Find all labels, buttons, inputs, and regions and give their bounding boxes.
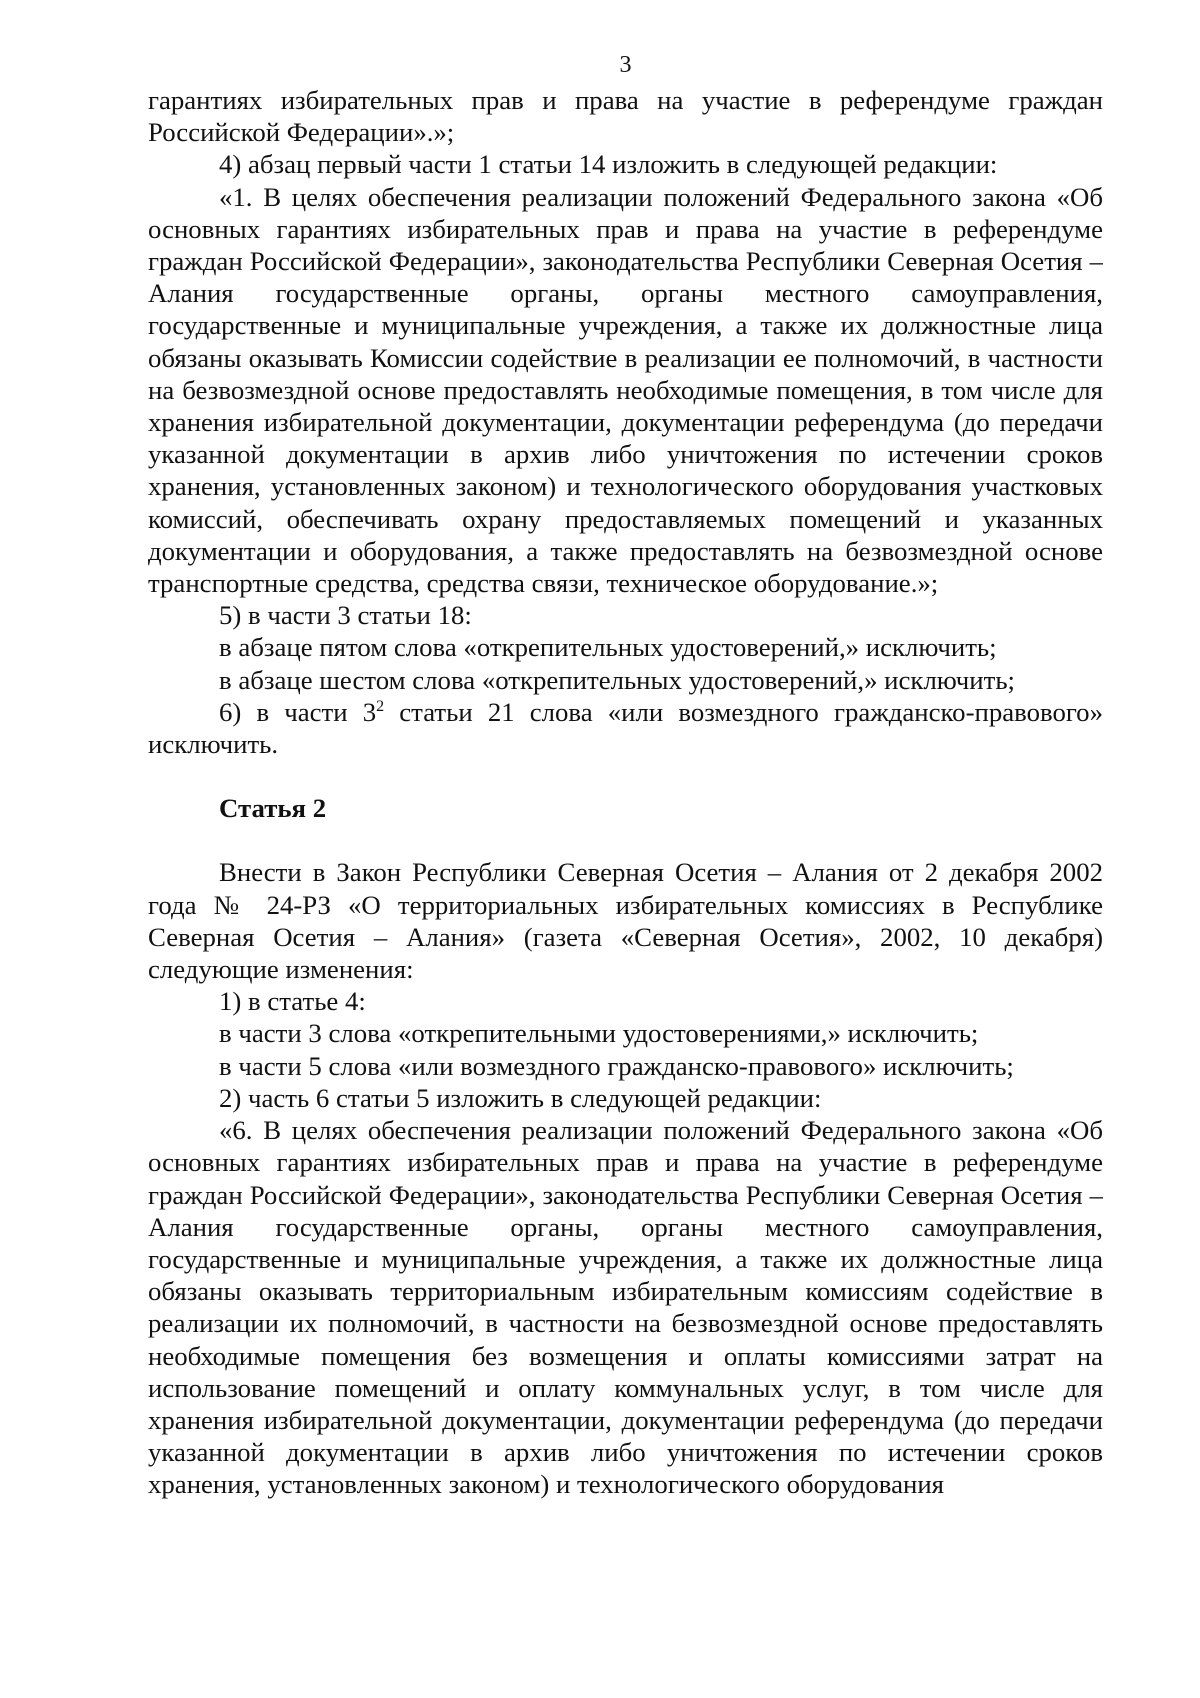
paragraph: гарантиях избирательных прав и права на участие в референдуме граждан Российской Федерации».»; (148, 85, 1103, 148)
paragraph: 1) в статье 4: (219, 986, 366, 1017)
item6-after: статьи 21 слова «или возмездного гражданско-правового» исключить. (148, 696, 1103, 760)
document-page (148, 50, 1103, 1670)
paragraph: в абзаце пятом слова «открепительных удостоверений,» исключить; (219, 632, 997, 663)
paragraph: в абзаце шестом слова «открепительных удостоверений,» исключить; (219, 664, 1016, 695)
paragraph: Внести в Закон Республики Северная Осетия – Алания от 2 декабря 2002 года № 24-РЗ «О территориальных избирательных комиссиях в Республике Северная Осетия – Алания» (газета «Северная Осетия», 2002, 10 декабря) следующие изменения: (148, 857, 1103, 985)
paragraph: в части 5 слова «или возмездного гражданско-правового» исключить; (219, 1050, 1014, 1081)
item6-before: 6) в части 3 (219, 696, 377, 727)
paragraph: «1. В целях обеспечения реализации положений Федерального закона «Об основных гарантиях избирательных прав и права на участие в референдуме граждан Российской Федерации», законодательства Республики Северная Осетия – Алания государственные органы, органы местного самоуправления, государственные и муниципальные учреждения, а также их должностные лица обязаны оказывать Комиссии содействие в реализации ее полномочий, в частности на безвозмездной основе предоставлять необходимые помещения, в том числе для хранения избирательной документации, документации референдума (до передачи указанной документации в архив либо уничтожения по истечении сроков хранения, установленных законом) и технологического оборудования участковых комиссий, обеспечивать охрану предоставляемых помещений и указанных документации и оборудования, а также предоставлять на безвозмездной основе транспортные средства, средства связи, техническое оборудование.»; (148, 181, 1103, 599)
paragraph: в части 3 слова «открепительными удостоверениями,» исключить; (219, 1018, 979, 1049)
paragraph: 5) в части 3 статьи 18: (219, 600, 472, 631)
article-heading: Статья 2 (219, 793, 327, 824)
superscript: 2 (376, 697, 385, 715)
page-number: 3 (619, 52, 632, 78)
paragraph-item-6 (148, 696, 1103, 760)
bottom-section (148, 856, 1103, 1500)
paragraph: «6. В целях обеспечения реализации положений Федерального закона «Об основных гарантиях избирательных прав и права на участие в референдуме граждан Российской Федерации», законодательства Республики Северная Осетия – Алания государственные органы, органы местного самоуправления, государственные и муниципальные учреждения, а также их должностные лица обязаны оказывать территориальным избирательным комиссиям содействие в реализации их полномочий, в частности на безвозмездной основе предоставлять необходимые помещения без возмещения и оплаты комиссиями затрат на использование помещений и оплату коммунальных услуг, в том числе для хранения избирательной документации, документации референдума (до передачи указанной документации в архив либо уничтожения по истечении сроков хранения, установленных законом) и технологического оборудования (148, 1115, 1103, 1500)
top-section (148, 84, 1103, 760)
paragraph: 4) абзац первый части 1 статьи 14 изложить в следующей редакции: (219, 149, 998, 180)
paragraph: 2) часть 6 статьи 5 изложить в следующей редакции: (219, 1082, 822, 1113)
